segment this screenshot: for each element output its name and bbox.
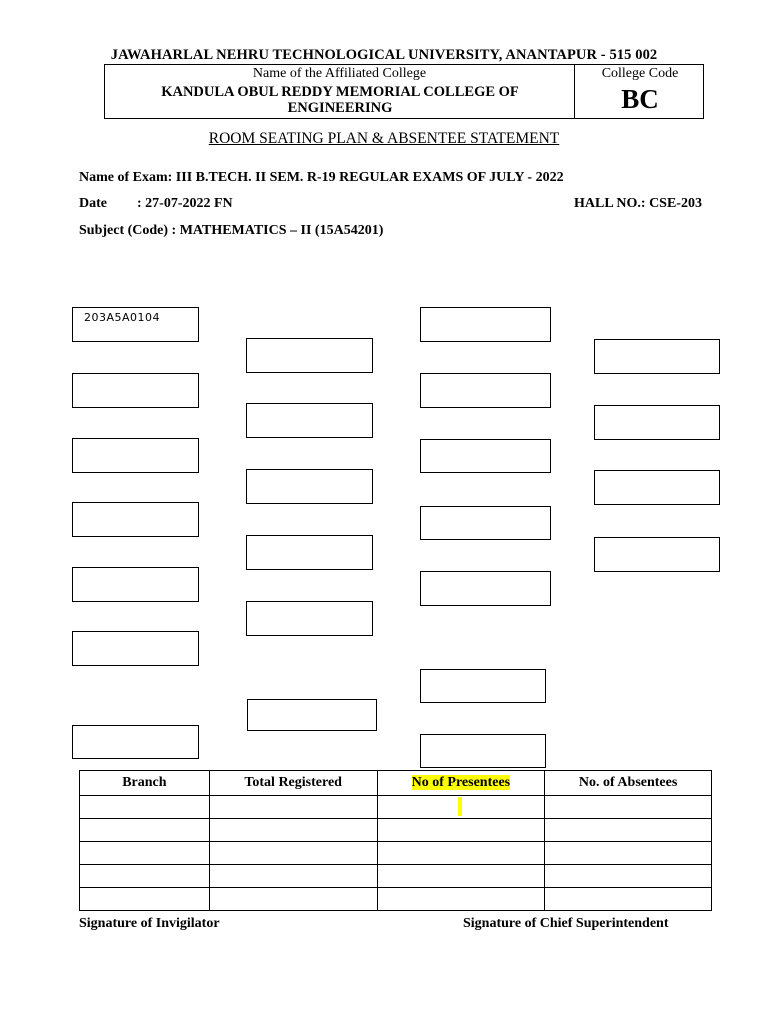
table-cell[interactable]: [209, 865, 377, 888]
subject-code: Subject (Code) : MATHEMATICS – II (15A54201): [79, 223, 384, 238]
page-title: ROOM SEATING PLAN & ABSENTEE STATEMENT: [208, 130, 560, 147]
seat-box[interactable]: [72, 631, 199, 666]
seat-box[interactable]: [594, 339, 720, 374]
table-cell[interactable]: [209, 796, 377, 819]
chief-superintendent-signature: Signature of Chief Superintendent: [463, 916, 669, 931]
seat-box[interactable]: [420, 506, 551, 540]
table-cell[interactable]: [209, 819, 377, 842]
table-row: [80, 888, 712, 911]
header-branch-label: Branch: [122, 775, 167, 790]
table-cell[interactable]: [80, 865, 210, 888]
college-name-line2: ENGINEERING: [287, 100, 393, 116]
table-cell[interactable]: [545, 865, 712, 888]
seat-box[interactable]: [420, 373, 551, 408]
table-row: [80, 842, 712, 865]
header-absentees-label: No. of Absentees: [578, 775, 678, 790]
college-name-line1: KANDULA OBUL REDDY MEMORIAL COLLEGE OF: [161, 84, 519, 100]
header-total-registered: [209, 771, 377, 796]
hall-number: HALL NO.: CSE-203: [574, 196, 702, 211]
seat-box[interactable]: [594, 537, 720, 572]
seat-box[interactable]: [594, 405, 720, 440]
table-row: [80, 796, 712, 819]
table-header-row: [80, 771, 712, 796]
text-cursor-highlight: [458, 797, 462, 816]
seat-box[interactable]: [246, 403, 373, 438]
table-cell[interactable]: [545, 819, 712, 842]
table-cell[interactable]: [80, 819, 210, 842]
table-row: [80, 819, 712, 842]
table-cell[interactable]: [545, 888, 712, 911]
table-cell[interactable]: [209, 888, 377, 911]
seat-box[interactable]: [420, 669, 546, 703]
exam-name: Name of Exam: III B.TECH. II SEM. R-19 REGULAR EXAMS OF JULY - 2022: [79, 170, 564, 185]
seat-box[interactable]: [246, 535, 373, 570]
table-cell[interactable]: [377, 819, 545, 842]
table-row: [80, 865, 712, 888]
header-total-registered-label: Total Registered: [244, 775, 342, 790]
table-cell[interactable]: [80, 842, 210, 865]
seat-box[interactable]: [420, 571, 551, 606]
college-header-box: [104, 64, 704, 119]
seat-box[interactable]: [72, 307, 199, 342]
absentee-table: [79, 770, 712, 911]
seat-box[interactable]: [247, 699, 377, 731]
university-name: JAWAHARLAL NEHRU TECHNOLOGICAL UNIVERSITY, ANANTAPUR - 515 002: [110, 47, 658, 63]
seat-box[interactable]: [420, 307, 551, 342]
header-absentees: [545, 771, 712, 796]
header-presentees: [377, 771, 545, 796]
seat-box[interactable]: [72, 502, 199, 537]
college-code: BC: [621, 84, 659, 114]
seat-box[interactable]: [72, 725, 199, 759]
college-name: [135, 84, 545, 116]
seat-box[interactable]: [246, 601, 373, 636]
seat-box[interactable]: [72, 567, 199, 602]
college-code-label: College Code: [601, 66, 679, 81]
date-value: : 27-07-2022 FN: [137, 196, 233, 211]
table-cell[interactable]: [209, 842, 377, 865]
table-cell[interactable]: [377, 842, 545, 865]
date-label: Date: [79, 196, 107, 211]
table-cell[interactable]: [545, 796, 712, 819]
invigilator-signature: Signature of Invigilator: [79, 916, 220, 931]
table-cell[interactable]: [80, 796, 210, 819]
header-presentees-label: No of Presentees: [411, 775, 511, 790]
seat-number: 203A5A0104: [84, 311, 161, 324]
seat-box[interactable]: [72, 373, 199, 408]
seat-box[interactable]: [594, 470, 720, 505]
seat-box[interactable]: [420, 734, 546, 768]
seat-box[interactable]: [72, 438, 199, 473]
header-branch: [80, 771, 210, 796]
seat-box[interactable]: [420, 439, 551, 473]
table-cell[interactable]: [545, 842, 712, 865]
table-cell[interactable]: [377, 888, 545, 911]
seat-box[interactable]: [246, 469, 373, 504]
seat-box[interactable]: [246, 338, 373, 373]
affiliated-college-label: Name of the Affiliated College: [252, 66, 427, 81]
table-cell[interactable]: [377, 865, 545, 888]
table-cell[interactable]: [80, 888, 210, 911]
